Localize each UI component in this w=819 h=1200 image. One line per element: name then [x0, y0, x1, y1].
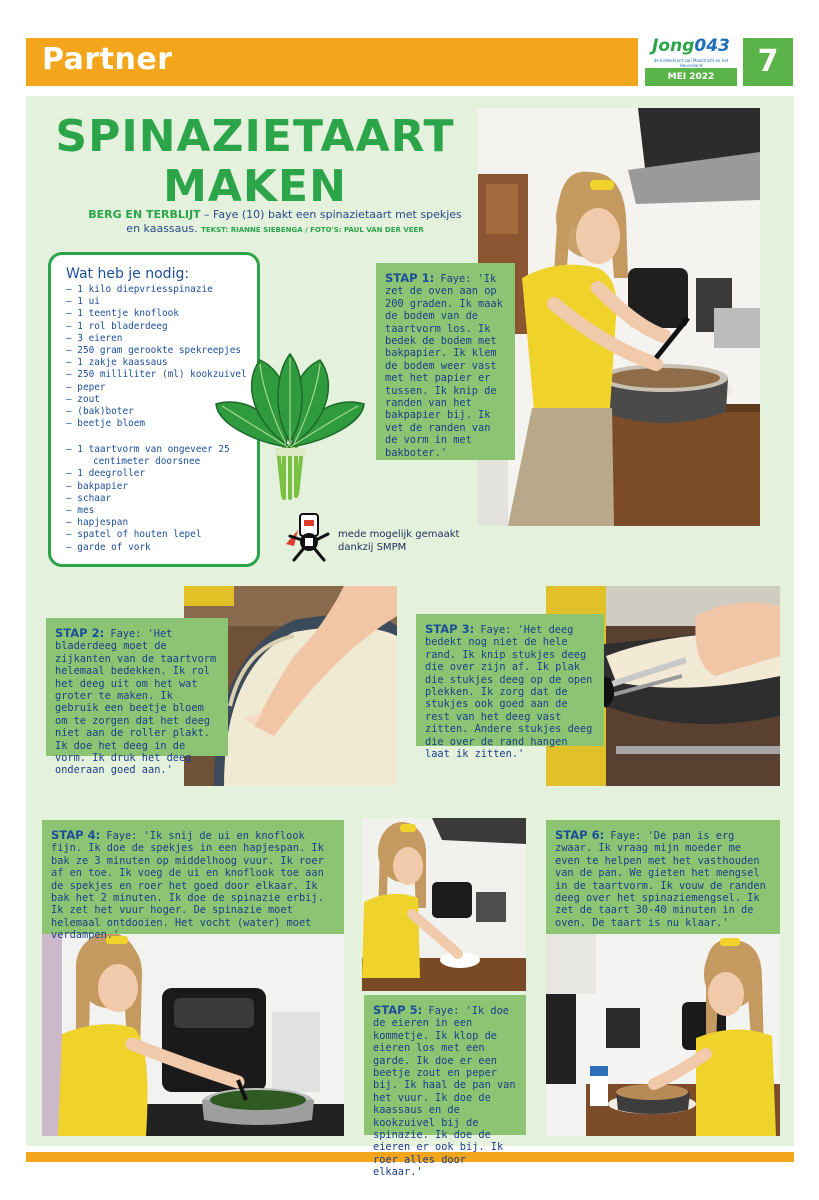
list-item: – 1 taartvorm van ongeveer 25 centimeter doorsnee — [66, 444, 256, 468]
photo-step-4 — [42, 934, 344, 1136]
title-line-2: MAKEN — [163, 161, 347, 212]
list-item: – 1 teentje knoflook — [66, 308, 247, 320]
title-line-1: SPINAZIETAART — [55, 111, 455, 162]
step-text: Faye: 'De pan is erg zwaar. Ik vraag mijn moeder me even te helpen met het vasthouden van de pan. We gieten het mengsel in de taartvorm. Ik vouw de randen deeg over het spinaziemengsel. Ik zet de taart 30-40 minuten in de oven. De taart is nu klaar.' — [555, 830, 766, 929]
step-1-box — [376, 263, 515, 460]
list-item: – schaar — [66, 493, 256, 505]
step-label: STAP 4: — [51, 828, 101, 842]
list-item: – 1 ui — [66, 296, 247, 308]
photo-credit: TEKST: RIANNE SIEBENGA / FOTO'S: PAUL VAN DER VEER — [201, 226, 424, 234]
list-item: – mes — [66, 505, 256, 517]
logo-text: Jong — [652, 36, 695, 56]
list-item: – 1 zakje kaassaus — [66, 357, 247, 369]
step-text: Faye: 'Ik snij de ui en knoflook fijn. Ik doe de spekjes in een hapjespan. Ik bak ze 3 minuten op middelhoog vuur. Ik roer af en toe. Ik voeg de ui en knoflook toe aan de spekjes en roer het goed door elkaar. Ik bak het 2 minuten. Ik doe de spinazie erbij. Ik zet het vuur hoger. De spinazie moet helemaal ontdooien. Het vocht (water) moet verdampen.' — [51, 830, 324, 942]
issue-date: MEI 2022 — [645, 68, 737, 86]
list-item: – garde of vork — [66, 542, 256, 554]
list-item: – 250 gram gerookte spekreepjes — [66, 345, 247, 357]
step-label: STAP 1: — [385, 271, 435, 285]
step-4-box — [42, 820, 344, 942]
step-label: STAP 6: — [555, 828, 605, 842]
list-item: – (bak)boter — [66, 406, 247, 418]
intro-place: BERG EN TERBLIJT — [88, 208, 201, 221]
step-text: Faye: 'Het deeg bedekt nog niet de hele rand. Ik knip stukjes deeg die over zijn af. Ik plak die stukjes deeg op de open plekken. Ik zorg dat de stukjes ook goed aan de rest van het deeg vast zitten. Andere stukjes deeg die over de rand hangen laat ik zitten.' — [425, 624, 593, 761]
step-label: STAP 3: — [425, 622, 475, 636]
list-item: – 1 kilo diepvriesspinazie — [66, 284, 247, 296]
photo-step-6 — [546, 934, 780, 1136]
step-6-box — [546, 820, 780, 934]
step-text: Faye: 'Ik doe de eieren in een kommetje. Ik klop de eieren los met een garde. Ik doe er een beetje zout en peper bij. Ik haal de pan van het vuur. Ik doe de kaassaus en de kookzuivel bij de spinazie. Ik doe de eieren er ook bij. Ik roer alles door elkaar.' — [373, 1005, 516, 1179]
photo-step-1 — [478, 108, 760, 526]
list-item: – 250 milliliter (ml) kookzuivel — [66, 369, 247, 381]
section-title: Partner — [42, 42, 173, 77]
list-item: – spatel of houten lepel — [66, 529, 256, 541]
photo-step-5 — [362, 818, 526, 991]
list-item: – 3 eieren — [66, 333, 247, 345]
list-item: – bakpapier — [66, 481, 256, 493]
article-intro — [80, 208, 470, 237]
step-5-box — [364, 995, 526, 1179]
logo-tagline: de kinderkrant van Maastricht en het Heuvelland — [653, 58, 729, 68]
publication-logo — [645, 36, 737, 56]
step-3-box — [416, 614, 604, 761]
needs-title: Wat heb je nodig: — [66, 266, 190, 282]
list-item: – zout — [66, 394, 247, 406]
sponsor-text — [338, 528, 459, 554]
step-text: Faye: 'Het bladerdeeg moet de zijkanten van de taartvorm helemaal bedekken. Ik rol het deeg uit om het wat groter te maken. Ik gebruik een beetje bloem om te zorgen dat het deeg niet aan de roller plakt. Ik doe het deeg in de vorm. Ik druk het deeg onderaan goed aan.' — [55, 628, 217, 777]
list-item: – 1 rol bladerdeeg — [66, 321, 247, 333]
sponsor-mascot-icon — [284, 510, 334, 564]
list-item: – 1 deegroller — [66, 468, 256, 480]
sponsor-line-1: mede mogelijk gemaakt — [338, 529, 460, 540]
logo-number: 043 — [694, 36, 730, 56]
spinach-icon — [214, 352, 366, 504]
step-label: STAP 2: — [55, 626, 105, 640]
step-label: STAP 5: — [373, 1003, 423, 1017]
list-item: – beetje bloem — [66, 418, 247, 430]
step-2-box — [46, 618, 228, 777]
step-text: Faye: 'Ik zet de oven aan op 200 graden. Ik maak de bodem van de taartvorm los. Ik bedek de bodem met bakpapier. Ik klem de bodem weer vast met het papier er tussen. Ik knip de randen van het bakpapier bij. Ik vet de randen van de vorm in met bakboter.' — [385, 273, 503, 459]
list-item: – peper — [66, 382, 247, 394]
article-title — [45, 112, 465, 212]
sponsor-line-2: dankzij SMPM — [338, 542, 407, 553]
page-number: 7 — [743, 38, 793, 86]
intro-text: – Faye (10) bakt een spinazietaart met spekjes en kaassaus. — [126, 208, 462, 235]
list-item: – hapjespan — [66, 517, 256, 529]
